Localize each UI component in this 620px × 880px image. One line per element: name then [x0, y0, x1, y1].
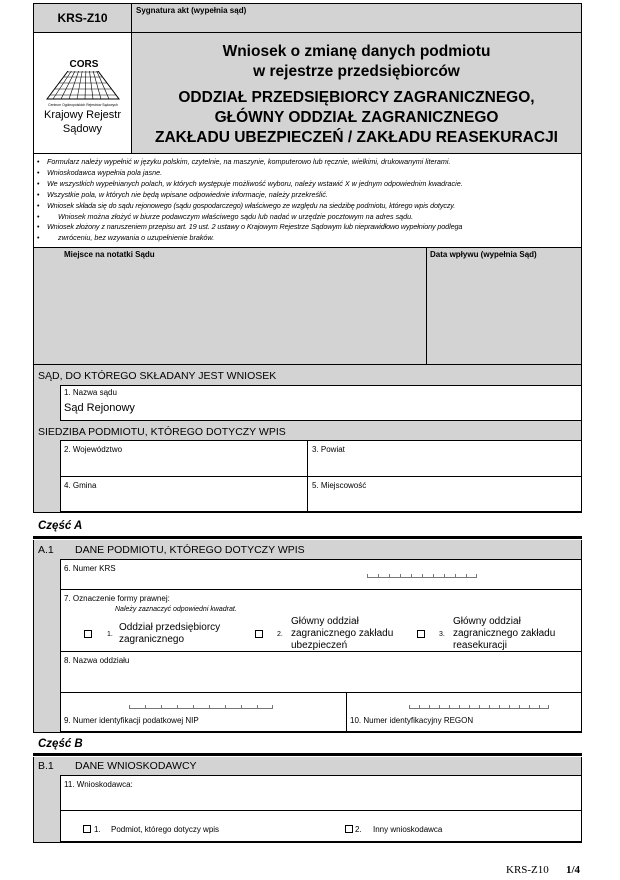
instruction-item: • Wniosek składa się do sądu rejonowego (sądu gospodarczego) właściwego ze względu na siedzibę podmiotu, którego wpis dotyczy. — [34, 201, 581, 212]
option-1-line-2: zagranicznego — [119, 634, 185, 645]
form-code-box — [33, 3, 132, 33]
signature-box — [131, 3, 582, 33]
legal-form-hint: Należy zaznaczyć odpowiedni kwadrat. — [115, 606, 237, 613]
section-a1-title: DANE PODMIOTU, KTÓREGO DOTYCZY WPIS — [75, 544, 305, 556]
applicant-divider — [61, 810, 581, 811]
section-b1-title: DANE WNIOSKODAWCY — [75, 760, 197, 772]
option-3-number: 3. — [439, 631, 445, 638]
subtitle-line-3: ZAKŁADU UBEZPIECZEŃ / ZAKŁADU REASEKURACJI — [154, 129, 558, 146]
option-2-line-1: Główny oddział — [291, 616, 359, 627]
regon-label: 10. Numer identyfikacyjny REGON — [350, 716, 474, 725]
logo-caption-2: Sądowy — [62, 123, 103, 135]
legal-form-label: 7. Oznaczenie formy prawnej: — [64, 594, 170, 603]
applicant-field — [60, 775, 582, 842]
krs-number-label: 6. Numer KRS — [64, 564, 116, 573]
krs-number-field[interactable] — [60, 559, 582, 590]
nip-field[interactable] — [60, 692, 347, 732]
court-name-label: 1. Nazwa sądu — [64, 388, 117, 397]
voivodeship-field[interactable] — [60, 440, 308, 477]
form-code: KRS-Z10 — [57, 11, 108, 25]
signature-label: Sygnatura akt (wypełnia sąd) — [136, 6, 247, 15]
title-line-2: w rejestrze przedsiębiorców — [253, 63, 460, 80]
receipt-date-area — [426, 247, 582, 365]
instruction-continuation: • Wniosek można złożyć w biurze podawczym właściwego sądu lub nadać w urzędzie pocztowym na adres sądu. — [34, 212, 581, 223]
option-reinsurance-branch-checkbox[interactable] — [417, 630, 425, 638]
applicant-option-2-number: 2. — [355, 825, 362, 834]
option-1-line-1: Oddział przedsiębiorcy — [119, 622, 221, 633]
court-notes-area — [33, 247, 427, 365]
district-field[interactable] — [307, 440, 582, 477]
option-branch-foreign-checkbox[interactable] — [84, 630, 92, 638]
instruction-item: • Wniosek złożony z naruszeniem przepisu art. 19 ust. 2 ustawy o Krajowym Rejestrze Sądowym lub nieprawidłowo wypełniony podlega — [34, 222, 581, 233]
logo-subtext: Centrum Ogólnopolskich Rejestrów Sądowych — [48, 103, 118, 107]
locality-field[interactable] — [307, 476, 582, 512]
seat-section-title: SIEDZIBA PODMIOTU, KTÓREGO DOTYCZY WPIS — [38, 426, 286, 438]
krs-digit-boxes[interactable] — [367, 574, 477, 578]
applicant-subject-checkbox[interactable] — [83, 825, 91, 833]
locality-label: 5. Miejscowość — [312, 481, 367, 490]
option-2-line-3: ubezpieczeń — [291, 640, 348, 651]
court-section-title: SĄD, DO KTÓREGO SKŁADANY JEST WNIOSEK — [38, 370, 277, 382]
nip-label: 9. Numer identyfikacji podatkowej NIP — [64, 716, 199, 725]
receipt-date-label: Data wpływu (wypełnia Sąd) — [430, 250, 537, 259]
instruction-continuation: • zwróceniu, bez wzywania o uzupełnienie braków. — [34, 233, 581, 244]
option-insurance-branch-checkbox[interactable] — [255, 630, 263, 638]
regon-digit-boxes[interactable] — [409, 705, 549, 709]
subtitle-line-1: ODDZIAŁ PRZEDSIĘBIORCY ZAGRANICZNEGO, — [178, 89, 535, 106]
legal-form-field — [60, 589, 582, 652]
footer-page-number: 1/4 — [566, 864, 581, 876]
branch-name-label: 8. Nazwa oddziału — [64, 656, 130, 665]
instruction-item: • Formularz należy wypełnić w języku polskim, czytelnie, na maszynie, komputerowo lub ręcznie, wielkimi, drukowanymi literami. — [34, 157, 581, 168]
applicant-other-checkbox[interactable] — [345, 825, 353, 833]
option-3-line-1: Główny oddział — [453, 616, 521, 627]
district-label: 3. Powiat — [312, 445, 345, 454]
subtitle-line-2: GŁÓWNY ODDZIAŁ ZAGRANICZNEGO — [214, 109, 499, 126]
title-line-1: Wniosek o zmianę danych podmiotu — [222, 43, 491, 60]
nip-digit-boxes[interactable] — [129, 705, 273, 709]
option-3-line-2: zagranicznego zakładu — [453, 628, 556, 639]
instruction-item: • Wszystkie pola, w których nie będą wpisane odpowiednie informacje, należy przekreślić. — [34, 190, 581, 201]
part-b-title: Część B — [38, 738, 83, 750]
regon-field[interactable] — [346, 692, 582, 732]
instruction-item: • Wnioskodawca wypełnia pola jasne. — [34, 168, 581, 179]
section-b1-number: B.1 — [38, 760, 54, 772]
footer-form-code: KRS-Z10 — [506, 864, 549, 876]
logo-box — [33, 32, 132, 154]
voivodeship-label: 2. Województwo — [64, 445, 123, 454]
applicant-option-1-label: Podmiot, którego dotyczy wpis — [111, 825, 220, 834]
option-2-line-2: zagranicznego zakładu — [291, 628, 394, 639]
title-box — [131, 32, 582, 154]
instruction-item: • We wszystkich wypełnianych polach, w których występuje możliwość wyboru, należy wstawić X w jednym odpowiednim kwadracie. — [34, 179, 581, 190]
applicant-option-2-label: Inny wnioskodawca — [373, 825, 443, 834]
court-notes-label: Miejsce na notatki Sądu — [64, 250, 155, 259]
logo-text: CORS — [69, 59, 99, 70]
part-a-rule — [33, 536, 582, 539]
option-2-number: 2. — [277, 631, 283, 638]
court-name-value: Sąd Rejonowy — [64, 402, 135, 414]
court-name-field[interactable] — [60, 385, 582, 421]
applicant-option-1-number: 1. — [94, 825, 101, 834]
branch-name-field[interactable] — [60, 651, 582, 693]
option-1-number: 1. — [107, 631, 113, 638]
commune-label: 4. Gmina — [64, 481, 97, 490]
option-3-line-3: reasekuracji — [453, 640, 507, 651]
applicant-label: 11. Wnioskodawca: — [64, 780, 133, 789]
part-a-title: Część A — [38, 520, 83, 532]
section-a1-number: A.1 — [38, 544, 54, 556]
instructions — [33, 153, 582, 248]
part-b-rule — [33, 753, 582, 756]
commune-field[interactable] — [60, 476, 308, 512]
logo-caption-1: Krajowy Rejestr — [43, 109, 122, 121]
